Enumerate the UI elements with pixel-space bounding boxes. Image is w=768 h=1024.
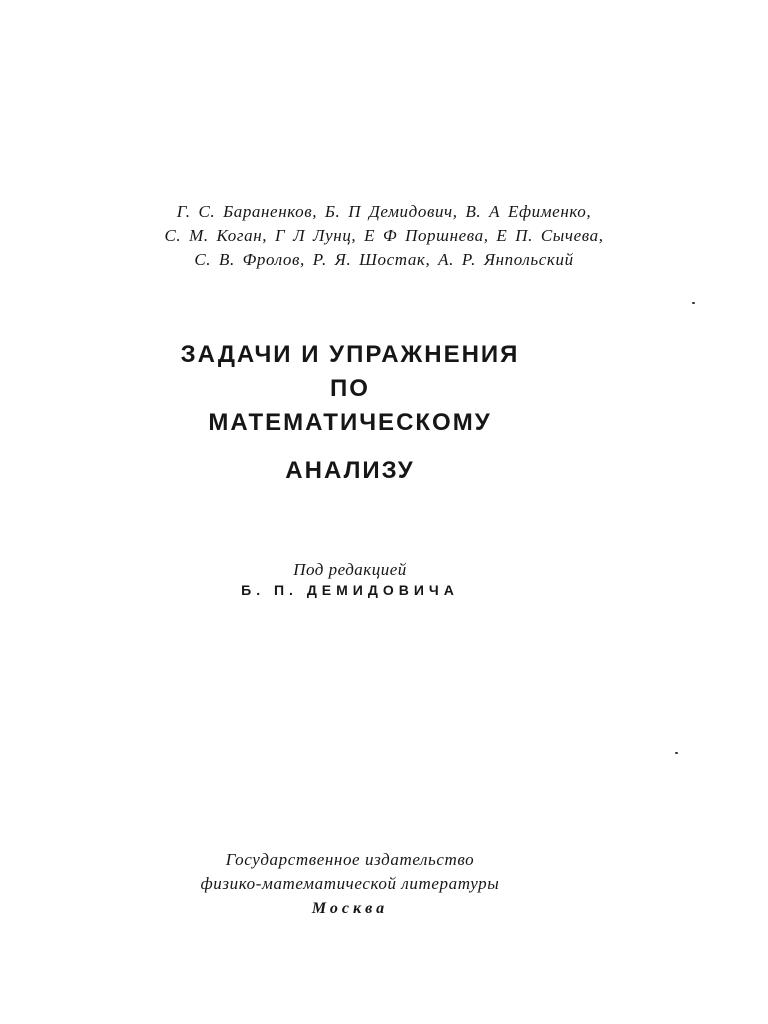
title-line-2: ПО <box>330 375 370 402</box>
title-line-1: ЗАДАЧИ И УПРАЖНЕНИЯ <box>180 341 520 368</box>
publisher-line-1: Государственное издательство <box>225 850 475 869</box>
publisher-line-2: физико-математической литературы <box>200 874 500 893</box>
author-line-1: Г. С. Бараненков, Б. П Демидович, В. А Ефименко, <box>176 202 592 221</box>
publisher-name <box>0 848 700 896</box>
title-line-4: АНАЛИЗУ <box>285 457 415 484</box>
scan-speck <box>692 302 695 304</box>
editor-name: Б. П. ДЕМИДОВИЧА <box>241 582 459 598</box>
author-list <box>0 200 768 272</box>
book-title <box>0 338 700 488</box>
author-line-2: С. М. Коган, Г Л Лунц, Е Ф Поршнева, Е П. Сычева, <box>164 226 604 245</box>
title-spacer <box>0 440 700 454</box>
title-line-3: МАТЕМАТИЧЕСКОМУ <box>208 409 492 436</box>
author-line-3: С. В. Фролов, Р. Я. Шостак, А. Р. Янпольский <box>194 250 574 269</box>
editor-label: Под редакцией <box>293 560 407 579</box>
publication-city: Москва <box>311 900 389 917</box>
scan-speck <box>675 752 678 754</box>
